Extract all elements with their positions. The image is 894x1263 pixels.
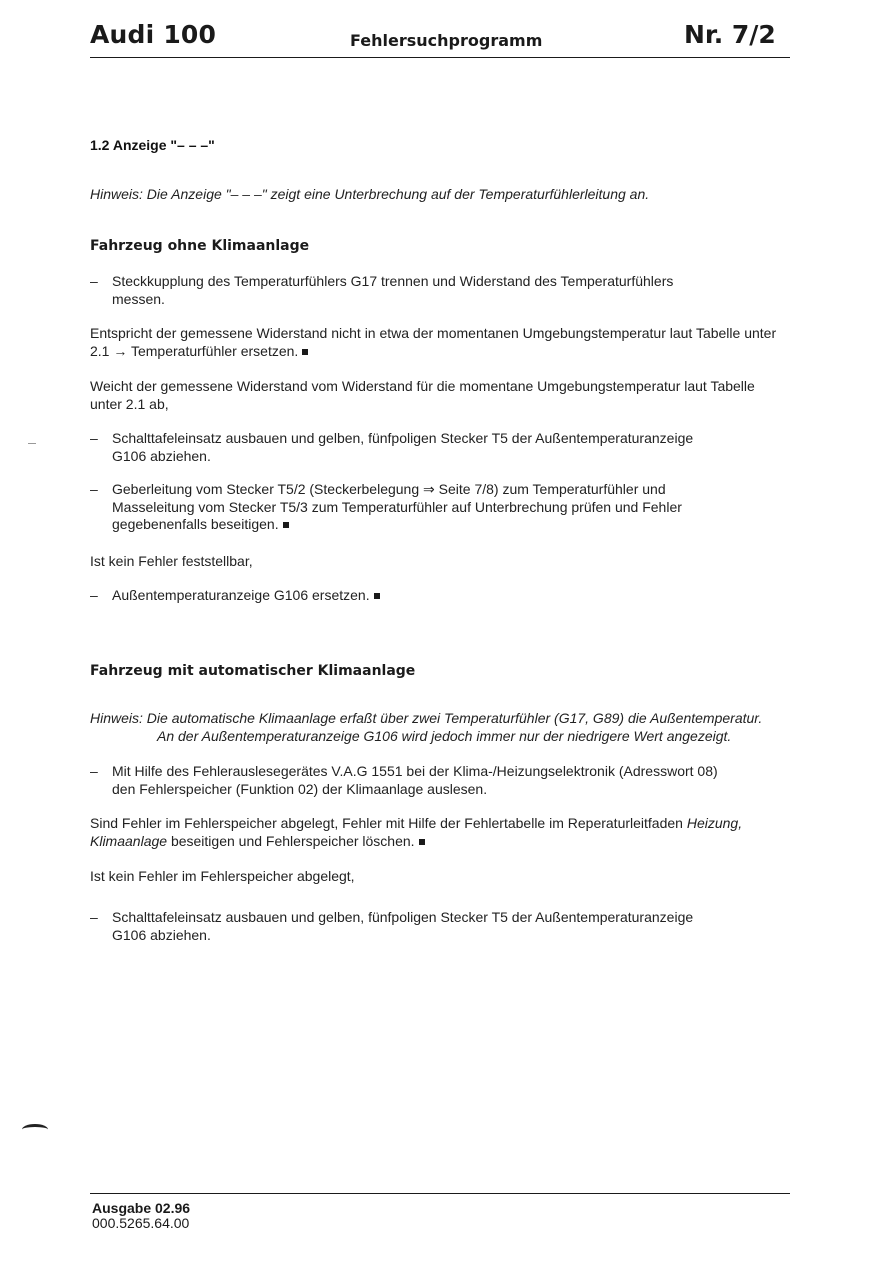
paragraph-auto-ac-1	[90, 815, 795, 850]
footer-edition: Ausgabe 02.96	[92, 1200, 191, 1216]
dash-marker: –	[90, 481, 98, 497]
heading-auto-ac: Fahrzeug mit automatischer Klimaanlage	[90, 663, 416, 679]
reference-title: Heizung, Klimaanlage	[90, 815, 743, 849]
dash-marker: –	[90, 273, 98, 289]
footer-rule	[90, 1193, 790, 1194]
end-mark-icon	[302, 349, 308, 355]
section-title: 1.2 Anzeige "– – –"	[90, 137, 215, 153]
paragraph-no-ac-3: Ist kein Fehler feststellbar,	[90, 553, 253, 569]
scan-punch-mark	[22, 1124, 48, 1135]
paragraph-text: Entspricht der gemessene Widerstand nicht in etwa der momentanen Umgebungstemperatur laut Tabelle unter 2.1 → Temperaturfühler ersetzen.	[90, 325, 777, 359]
list-item-no-ac-3	[90, 481, 750, 534]
end-mark-icon	[419, 839, 425, 845]
header-rule	[90, 57, 790, 58]
header-page-number: Nr. 7/2	[684, 20, 776, 49]
heading-no-ac: Fahrzeug ohne Klimaanlage	[90, 238, 310, 254]
note-line-1: Hinweis: Die automatische Klimaanlage erfaßt über zwei Temperaturfühler (G17, G89) die Außentemperatur.	[90, 710, 763, 726]
list-item-text: Steckkupplung des Temperaturfühlers G17 trennen und Widerstand des Temperaturfühlers messen.	[112, 273, 674, 307]
footer-document-code: 000.5265.64.00	[92, 1215, 190, 1231]
list-item-text: Geberleitung vom Stecker T5/2 (Steckerbelegung ⇒ Seite 7/8) zum Temperaturfühler und Masseleitung vom Stecker T5/3 zum Temperaturfühler auf Unterbrechung prüfen und Fehler gegebenenfalls beseitigen.	[112, 481, 682, 532]
note-auto-ac	[90, 710, 810, 745]
list-item-no-ac-1	[90, 273, 730, 308]
list-item-text: Schalttafeleinsatz ausbauen und gelben, fünfpoligen Stecker T5 der Außentemperaturanzeige G106 abziehen.	[112, 430, 694, 464]
paragraph-auto-ac-2: Ist kein Fehler im Fehlerspeicher abgelegt,	[90, 868, 355, 884]
dash-marker: –	[90, 763, 98, 779]
list-item-text: Außentemperaturanzeige G106 ersetzen.	[112, 587, 370, 603]
scan-tick-mark	[28, 443, 36, 444]
list-item-auto-ac-1	[90, 763, 730, 798]
paragraph-text-end: beseitigen und Fehlerspeicher löschen.	[170, 832, 415, 849]
paragraph-no-ac-2	[90, 378, 790, 413]
end-mark-icon	[374, 593, 380, 599]
paragraph-text: Weicht der gemessene Widerstand vom Widerstand für die momentane Umgebungstemperatur laut Tabelle unter 2.1 ab,	[90, 378, 755, 412]
paragraph-text-start: Sind Fehler im Fehlerspeicher abgelegt, Fehler mit Hilfe der Fehlertabelle im Reperaturleitfaden	[90, 815, 683, 831]
list-item-no-ac-2	[90, 430, 730, 465]
list-item-text: Mit Hilfe des Fehlerauslesegerätes V.A.G 1551 bei der Klima-/Heizungselektronik (Adresswort 08) den Fehlerspeicher (Funktion 02) der Klimaanlage auslesen.	[112, 763, 718, 797]
dash-marker: –	[90, 430, 98, 446]
list-item-auto-ac-2	[90, 909, 730, 944]
header-program-title: Fehlersuchprogramm	[350, 31, 543, 50]
note-line-2: An der Außentemperaturanzeige G106 wird jedoch immer nur der niedrigere Wert angezeigt.	[157, 727, 732, 744]
list-item-no-ac-4	[90, 587, 795, 605]
dash-marker: –	[90, 909, 98, 925]
list-item-text: Schalttafeleinsatz ausbauen und gelben, fünfpoligen Stecker T5 der Außentemperaturanzeige G106 abziehen.	[112, 909, 694, 943]
dash-marker: –	[90, 587, 98, 603]
header-model: Audi 100	[90, 20, 217, 49]
end-mark-icon	[283, 522, 289, 528]
section-note: Hinweis: Die Anzeige "– – –" zeigt eine Unterbrechung auf der Temperaturfühlerleitung an.	[90, 186, 650, 202]
paragraph-no-ac-1	[90, 325, 780, 360]
